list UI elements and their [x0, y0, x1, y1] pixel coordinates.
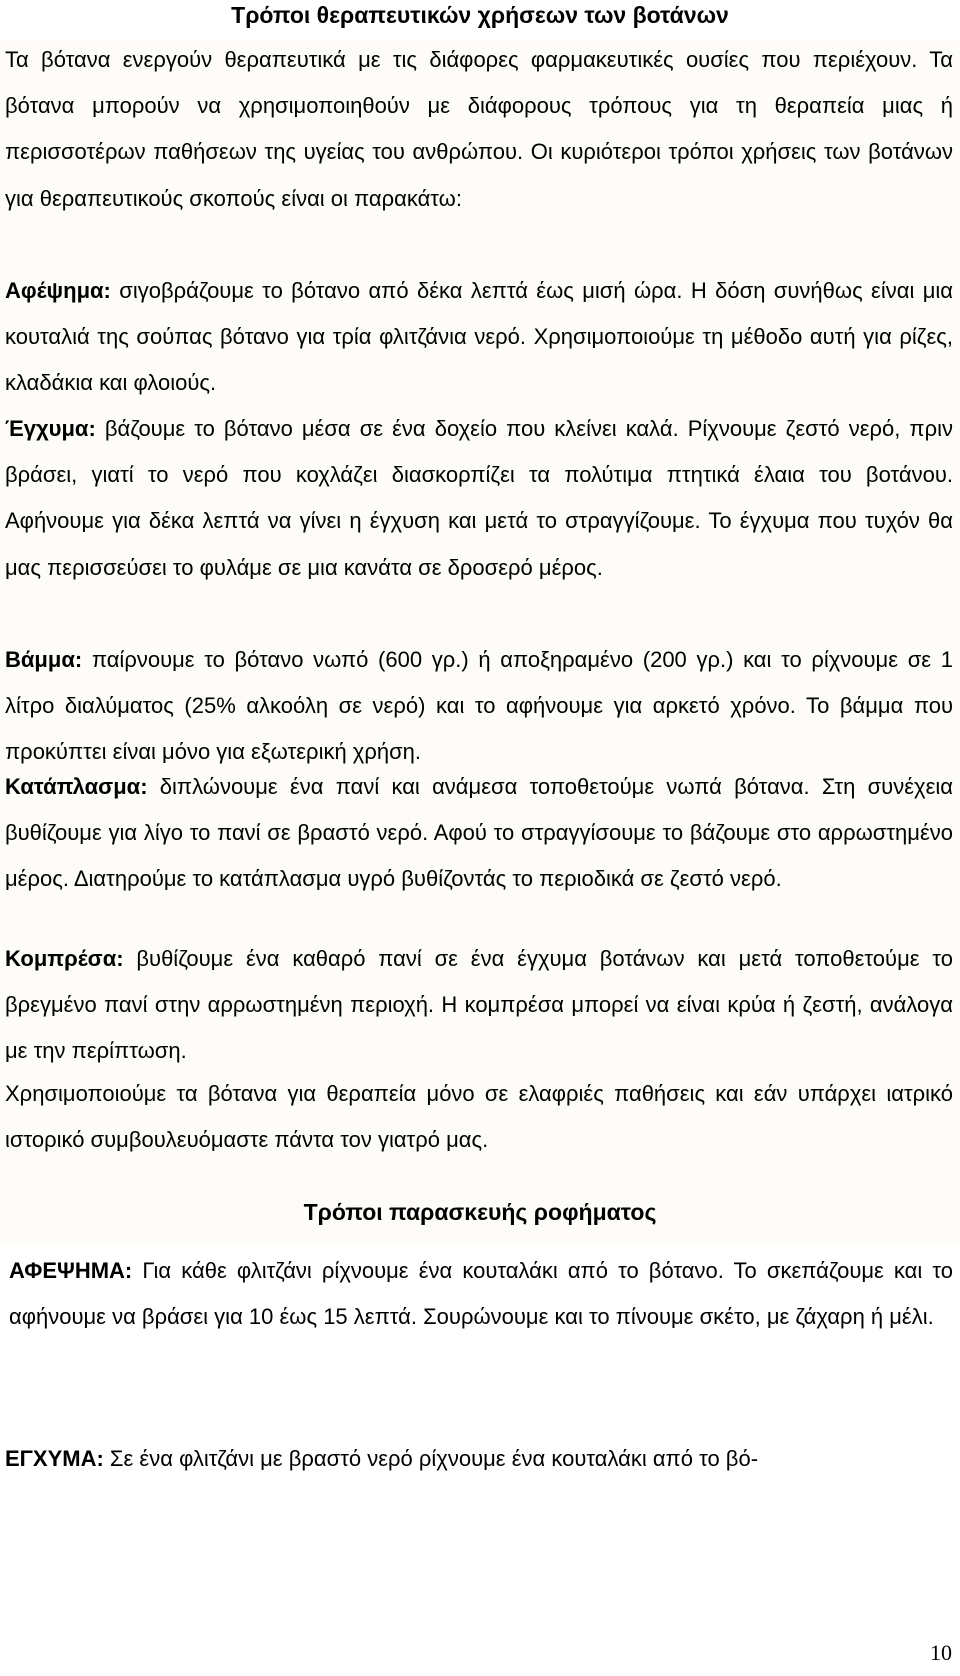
term-label: Έγχυμα: — [5, 416, 96, 441]
term-description: βυθίζουμε ένα καθαρό πανί σε ένα έγχυμα βοτάνων και μετά τοποθετούμε το βρεγμένο πανί στην αρρωστημένη περιοχή. Η κομπρέσα μπορεί να είναι κρύα ή ζεστή, ανάλογα με την περίπτωση. — [5, 946, 953, 1064]
term-description: παίρνουμε το βότανο νωπό (600 γρ.) ή αποξηραμένο (200 γρ.) και το ρίχνουμε σε 1 λίτρο διαλύματος (25% αλκοόλη σε νερό) και το αφήνουμε για αρκετό χρόνο. Το βάμμα που προκύπτει είναι μόνο για εξωτερική χρήση. — [5, 647, 953, 765]
term-description: Για κάθε φλιτζάνι ρίχνουμε ένα κουταλάκι από το βότανο. Το σκεπάζουμε και το αφήνουμε να βράσει για 10 έως 15 λεπτά. Σουρώνουμε και το πίνουμε σκέτο, με ζάχαρη ή μέλι. — [9, 1258, 953, 1330]
term-label: Κομπρέσα: — [5, 946, 124, 971]
item-egxyma — [5, 406, 953, 591]
term-description: διπλώνουμε ένα πανί και ανάμεσα τοποθετούμε νωπά βότανα. Στη συνέχεια βυθίζουμε για λίγο το πανί σε βραστό νερό. Αφού το στραγγίσουμε το βάζουμε στο αρρωστημένο μέρος. Διατηρούμε το κατάπλασμα υγρό βυθίζοντάς το περιοδικά σε ζεστό νερό. — [5, 774, 953, 892]
term-label: ΑΦΕΨΗΜΑ: — [9, 1258, 133, 1283]
closing-paragraph: Χρησιμοποιούμε τα βότανα για θεραπεία μόνο σε ελαφριές παθήσεις και εάν υπάρχει ιατρικό ιστορικό συμβουλευόμαστε πάντα τον γιατρό μας. — [5, 1081, 953, 1153]
term-label: Κατάπλασμα: — [5, 774, 148, 799]
term-label: ΕΓΧΥΜΑ: — [5, 1446, 104, 1471]
section-title-uses: Τρόποι θεραπευτικών χρήσεων των βοτάνων — [231, 2, 729, 28]
item-egxyma-preparation — [5, 1436, 953, 1482]
section-title-preparation: Τρόποι παρασκευής ροφήματος — [303, 1199, 657, 1225]
item-afepsima — [5, 268, 953, 407]
term-description: σιγοβράζουμε το βότανο από δέκα λεπτά έως μισή ώρα. Η δόση συνήθως είναι μια κουταλιά της σούπας βότανο για τρία φλιτζάνια νερό. Χρησιμοποιούμε τη μέθοδο αυτή για ρίζες, κλαδάκια και φλοιούς. — [5, 278, 953, 396]
item-kompresa — [5, 936, 953, 1075]
term-label: Βάμμα: — [5, 647, 83, 672]
item-vamma — [5, 637, 953, 776]
term-description: βάζουμε το βότανο μέσα σε ένα δοχείο που κλείνει καλά. Ρίχνουμε ζεστό νερό, πριν βράσει, γιατί το νερό που κοχλάζει διασκορπίζει τα πολύτιμα πτητικά έλαια του βοτάνου. Αφήνουμε για δέκα λεπτά να γίνει η έγχυση και μετά το στραγγίζουμε. Το έγχυμα που τυχόν θα μας περισσεύσει το φυλάμε σε μια κανάτα σε δροσερό μέρος. — [5, 416, 953, 580]
item-afepsima-preparation — [9, 1248, 953, 1340]
intro-paragraph: Τα βότανα ενεργούν θεραπευτικά με τις διάφορες φαρμακευτικές ουσίες που περιέχουν. Τα βότανα μπορούν να χρησιμοποιηθούν με διάφορους τρόπους για τη θεραπεία μιας ή περισσοτέρων παθήσεων της υγείας του ανθρώπου. Οι κυριότεροι τρόποι χρήσεις των βοτάνων για θεραπευτικούς σκοπούς είναι οι παρακάτω: — [5, 47, 953, 211]
item-kataplasma — [5, 764, 953, 903]
page-number: 10 — [930, 1640, 952, 1665]
term-description: Σε ένα φλιτζάνι με βραστό νερό ρίχνουμε ένα κουταλάκι από το βό- — [103, 1446, 759, 1471]
term-label: Αφέψημα: — [5, 278, 111, 303]
